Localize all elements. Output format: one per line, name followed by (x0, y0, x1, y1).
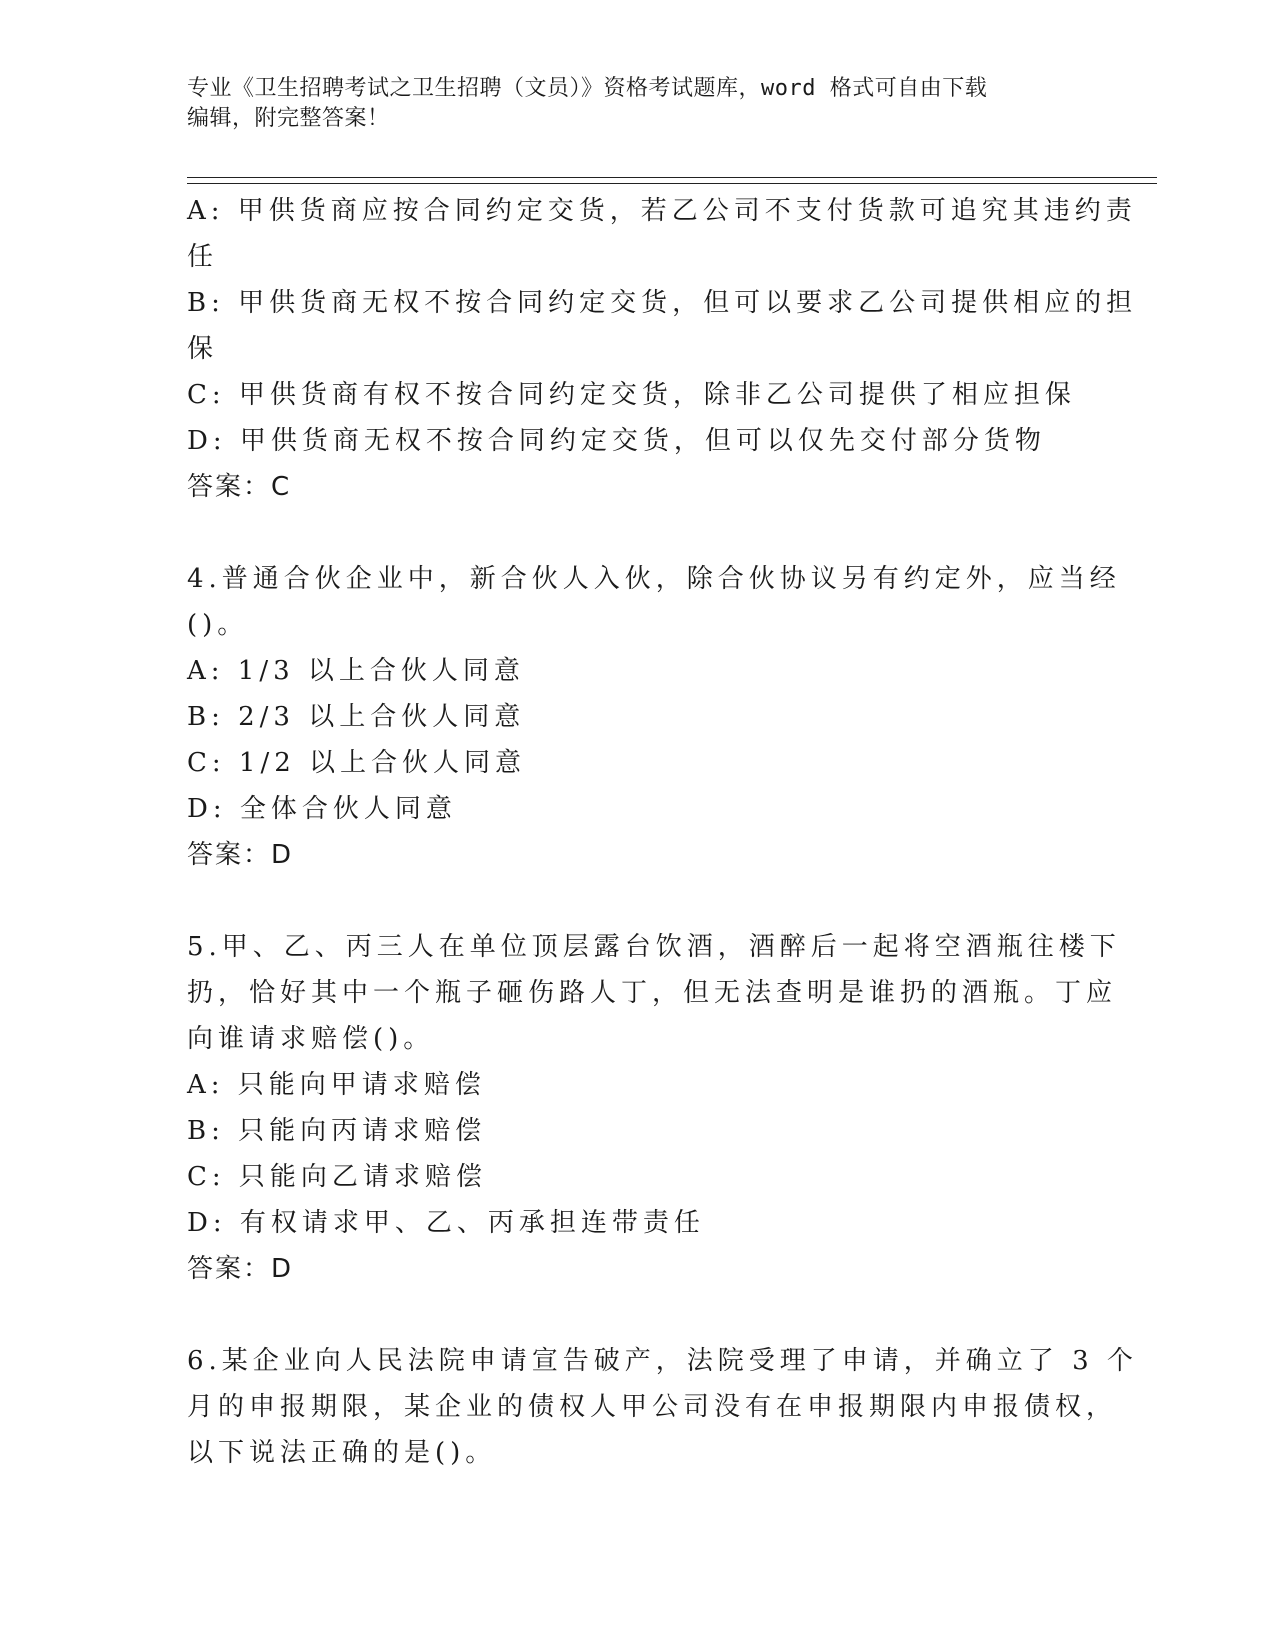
document-header (187, 74, 1087, 134)
q5-option-a: A: 只能向甲请求赔偿 (187, 1070, 486, 1100)
question-6 (187, 1338, 1138, 1476)
q3-option-a-line-2: 任 (187, 242, 219, 272)
question-spacer (187, 878, 1087, 924)
question-3 (187, 188, 1138, 510)
q4-option-b: B: 2/3 以上合伙人同意 (187, 702, 526, 732)
question-spacer (187, 1292, 1087, 1338)
question-list (187, 188, 1138, 1476)
q3-option-d: D: 甲供货商无权不按合同约定交货，但可以仅先交付部分货物 (187, 426, 1046, 456)
q4-answer: 答案：D (187, 840, 294, 870)
q3-answer: 答案：C (187, 472, 292, 502)
q6-question-line-1: 6.某企业向人民法院申请宣告破产，法院受理了申请，并确立了 3 个 (187, 1346, 1138, 1376)
q5-question-line-1: 5.甲、乙、丙三人在单位顶层露台饮酒，酒醉后一起将空酒瓶往楼下 (187, 932, 1121, 962)
q3-option-a-line-1: A: 甲供货商应按合同约定交货，若乙公司不支付货款可追究其违约责 (187, 196, 1137, 226)
q5-option-c: C: 只能向乙请求赔偿 (187, 1162, 487, 1192)
q3-option-c: C: 甲供货商有权不按合同约定交货，除非乙公司提供了相应担保 (187, 380, 1076, 410)
header-divider-bottom (187, 183, 1157, 184)
q4-question-line-1: 4.普通合伙企业中，新合伙人入伙，除合伙协议另有约定外，应当经 (187, 564, 1121, 594)
header-divider-top (187, 177, 1157, 178)
q6-question-line-2: 月的申报期限，某企业的债权人甲公司没有在申报期限内申报债权， (187, 1392, 1118, 1422)
q5-option-d: D: 有权请求甲、乙、丙承担连带责任 (187, 1208, 705, 1238)
q4-option-a: A: 1/3 以上合伙人同意 (187, 656, 525, 686)
q5-question-line-2: 扔，恰好其中一个瓶子砸伤路人丁，但无法查明是谁扔的酒瓶。丁应 (187, 978, 1118, 1008)
question-5 (187, 924, 1121, 1292)
header-line-1: 专业《卫生招聘考试之卫生招聘（文员）》资格考试题库，word 格式可自由下载 (187, 76, 988, 101)
q3-option-b-line-1: B: 甲供货商无权不按合同约定交货，但可以要求乙公司提供相应的担 (187, 288, 1138, 318)
q4-option-c: C: 1/2 以上合伙人同意 (187, 748, 527, 778)
q4-question-line-2: ()。 (187, 610, 249, 640)
header-line-2: 编辑，附完整答案！ (187, 106, 390, 131)
q4-option-d: D: 全体合伙人同意 (187, 794, 457, 824)
question-4 (187, 556, 1121, 878)
q5-option-b: B: 只能向丙请求赔偿 (187, 1116, 487, 1146)
q5-answer: 答案：D (187, 1254, 294, 1284)
q6-question-line-3: 以下说法正确的是()。 (187, 1438, 497, 1468)
q3-option-b-line-2: 保 (187, 334, 219, 364)
q5-question-line-3: 向谁请求赔偿()。 (187, 1024, 435, 1054)
question-spacer (187, 510, 1087, 556)
